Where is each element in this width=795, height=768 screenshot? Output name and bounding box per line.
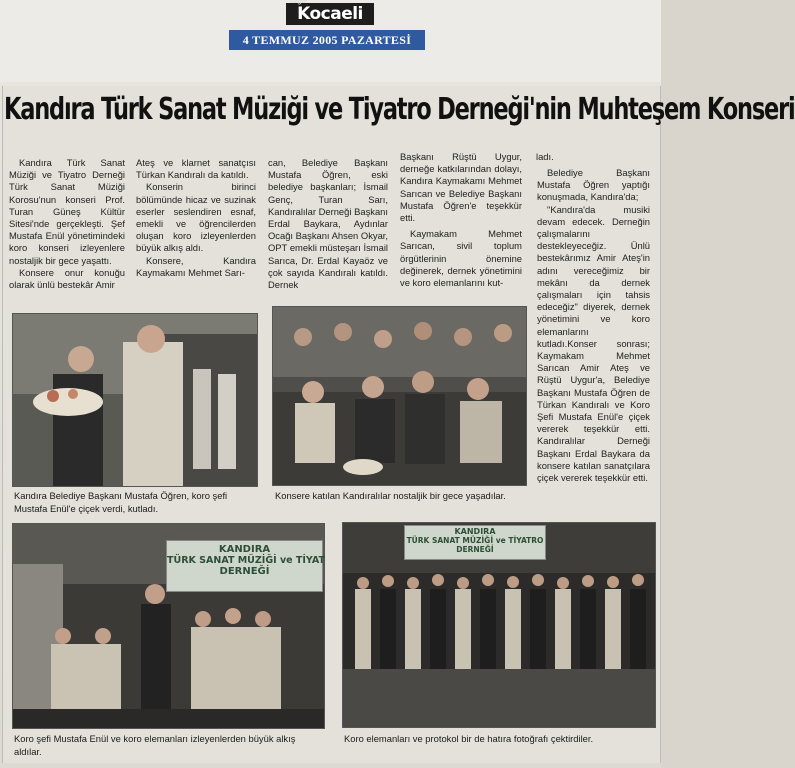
banner-line: KANDIRA [454, 527, 496, 536]
article-column-2 [136, 157, 256, 279]
article-column-5-body [537, 167, 650, 484]
banner-line: TÜRK SANAT MÜZİĞİ ve TİYATRO [406, 536, 544, 545]
photo-audience [272, 306, 527, 486]
paragraph: Ateş ve klarnet sanatçısı Türkan Kandıralı da katıldı. [136, 157, 256, 181]
banner-line: DERNEĞİ [456, 545, 494, 554]
paragraph: Konserin birinci bölümünde hicaz ve suzinak eserler seslendiren esnaf, emekli ve öğrencilerden oluşan koro izleyenlerden büyük alkış aldı. [136, 181, 256, 254]
paragraph: Başkanı Rüştü Uygur, derneğe katkılarından dolayı, Kandıra Kaymakamı Mehmet Sarıcan ve Belediye Başkanı Mustafa Öğren'e teşekkür etti. [400, 151, 522, 224]
banner-line: KANDIRA [218, 544, 271, 555]
photo-group-souvenir-caption: Koro elemanları ve protokol bir de hatıra fotoğrafı çektirdiler. [344, 733, 594, 744]
association-banner [404, 525, 546, 560]
photo-mayor-flowers [12, 313, 258, 487]
newspaper-masthead [286, 3, 374, 25]
article-column-1 [9, 157, 125, 291]
paragraph: Belediye Başkanı Mustafa Öğren yaptığı konuşmada, Kandıra'da; [537, 167, 650, 203]
photo-audience-image [273, 307, 526, 485]
headline: Kandıra Türk Sanat Müziği ve Tiyatro Derneği'nin Muhteşem Konseri [4, 92, 795, 128]
article-column-3 [268, 157, 388, 291]
paragraph: ladı. [536, 151, 554, 162]
article-column-4 [400, 151, 522, 289]
paragraph: can, Belediye Başkanı Mustafa Öğren, eski belediye başkanları; İsmail Genç, Turan Sarı, Kandıralılar Derneği Başkanı Erdal Baykara, Aydınlar Ocağı Başkanı Ahsen Okyar, OPT emekli müsteşarı İsmail Sarıca, Dr. Erdal Kayaöz ve çok sayıda Kandıralı katıldı. Dernek [268, 157, 388, 291]
paragraph: Kandıra Türk Sanat Müziği ve Tiyatro Derneği Türk Sanat Müziği Korosu'nun konseri Prof. Turan Güneş Kültür Sitesi'nde gerçekleşti. Şef Mustafa Enül yönetimindeki koro konseri izleyenlere nostaljik bir gece yaşattı. [9, 157, 125, 266]
banner-line: DERNEĞİ [219, 566, 270, 577]
article-column-5 [536, 151, 650, 163]
paragraph: Konsere, Kandıra Kaymakamı Mehmet Sarı- [136, 254, 256, 278]
photo-choir-conductor-caption: Koro şefi Mustafa Enül ve koro elemanları izleyenlerden büyük alkış aldılar. [14, 733, 296, 757]
photo-mayor-flowers-image [13, 314, 257, 486]
masthead-name: Kocaeli [297, 4, 363, 24]
association-banner [166, 540, 323, 592]
photo-audience-caption: Konsere katılan Kandıralılar nostaljik bir gece yaşadılar. [275, 490, 506, 501]
photo-mayor-flowers-caption: Kandıra Belediye Başkanı Mustafa Öğren, koro şefi Mustafa Enül'e çiçek verdi, kutladı. [14, 490, 228, 514]
banner-line: TÜRK SANAT MÜZİĞİ ve TİYAT [167, 555, 325, 566]
paragraph: Konsere onur konuğu olarak ünlü bestekâr Amir [9, 266, 125, 291]
paragraph: Kaymakam Mehmet Sarıcan, sivil toplum örgütlerinin önemine değinerek, dernek yönetimini ve koro elemanlarını kut- [400, 228, 522, 289]
dateline: 4 TEMMUZ 2005 PAZARTESİ [229, 30, 425, 50]
masthead-tagline: Özgür [290, 0, 308, 5]
paragraph: "Kandıra'da musiki devam edecek. Derneğin çalışmalarını destekleyeceğiz. Ünlü bestekârımız Amir Ateş'in adını vereceğimiz bir mekânı da dernek çalışmaları için tahsis edeceğiz" diyerek, dernek yönetimini ve koro elemanlarını kutladı.Konser sonrası; Kaymakam Mehmet Sarıcan Amir Ateş ve Rüştü Uygur'a, Belediye Başkanı Mustafa Öğren de Türkan Kandıralı ve Koro Şefi Mustafa Enül'e çiçek vererek teşekkür etti. Kandıralılar Derneği Başkanı Erdal Baykara da konsere katılan sanatçılara çiçek vererek teşekkür etti. [537, 203, 650, 484]
